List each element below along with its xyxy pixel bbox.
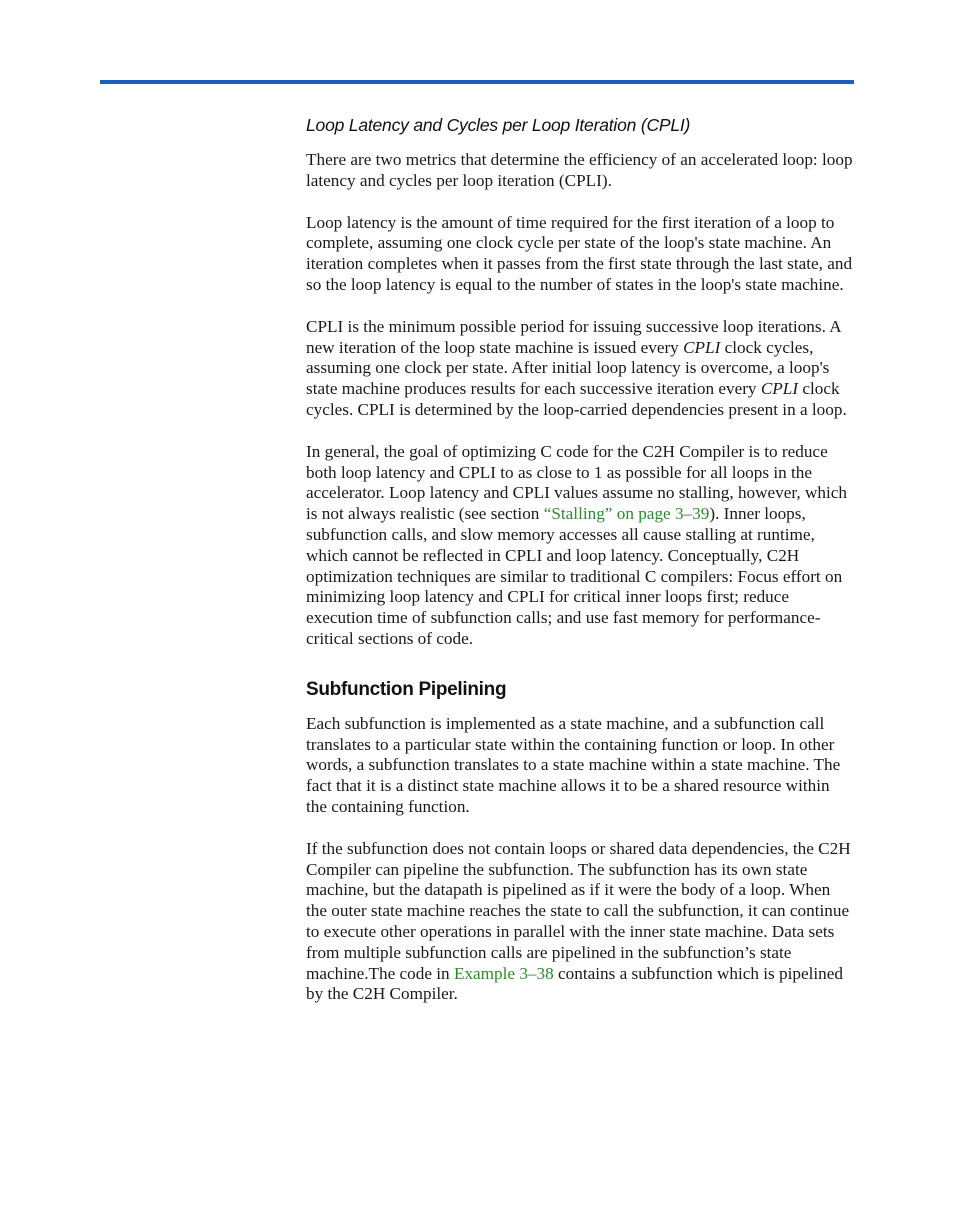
text-run: In general, the goal of optimizing C code for the C2H Compiler is to reduce both loop latency and CPLI to as close to 1 as possible for all loops in the accelerator. Loop latency and CPLI values assume no stalling, however, which is not always realistic (see section [306,441,848,524]
text-run: clock cycles, assuming one clock per state. After initial loop latency is overcome, a loop's state machine produces results for each successive iteration every [306,337,830,399]
emphasis-cpli: CPLI [683,337,721,357]
text-run: clock cycles. CPLI is determined by the loop-carried dependencies present in a loop. [306,379,847,419]
text-run: CPLI is the minimum possible period for issuing successive loop iterations. A new iteration of the loop state machine is issued every [306,316,841,357]
text-run: If the subfunction does not contain loops or shared data dependencies, the C2H Compiler can pipeline the subfunction. The subfunction has its own state machine, but the datapath is pipelined as if it were the body of a loop. When the outer state machine reaches the state to call the subfunction, it can continue to execute other operations in parallel with the inner state machine. Data sets from multiple subfunction calls are pipelined in the subfunction’s state machine.The code in [306,838,851,983]
paragraph-loop-latency: Loop latency is the amount of time required for the first iteration of a loop to complete, assuming one clock cycle per state of the loop's state machine. An iteration completes when it passes from the first state through the last state, and so the loop latency is equal to the number of states in the loop's state machine. [306,212,853,294]
emphasis-cpli: CPLI [760,379,799,399]
section-heading: Subfunction Pipelining [306,678,507,700]
stalling-cross-reference-link[interactable]: “Stalling” on page 3–39 [543,504,710,524]
paragraph-metrics: There are two metrics that determine the efficiency of an accelerated loop: loop latency and cycles per loop iteration (CPLI). [306,150,853,190]
paragraph-optimization-goal [306,442,854,650]
text-run: contains a subfunction which is pipelined by the C2H Compiler. [306,963,843,1004]
header-rule [100,80,854,84]
subsection-heading: Loop Latency and Cycles per Loop Iteration (CPLI) [306,115,691,135]
paragraph-subfunction-state-machine: Each subfunction is implemented as a state machine, and a subfunction call translates to a particular state within the containing function or loop. In other words, a subfunction translates to a state machine within a state machine. The fact that it is a distinct state machine allows it to be a shared resource within the containing function. [306,713,841,816]
paragraph-cpli [306,317,854,421]
text-run: ). Inner loops, subfunction calls, and slow memory accesses all cause stalling at runtime, which cannot be reflected in CPLI and loop latency. Conceptually, C2H optimization techniques are similar to traditional C compilers: Focus effort on minimizing loop latency and CPLI for critical inner loops first; reduce execution time of subfunction calls; and use fast memory for performance-critical sections of code. [306,504,843,648]
example-cross-reference-link[interactable]: Example 3–38 [453,963,554,983]
paragraph-subfunction-pipelining [306,839,854,1005]
page-body [306,113,854,1026]
